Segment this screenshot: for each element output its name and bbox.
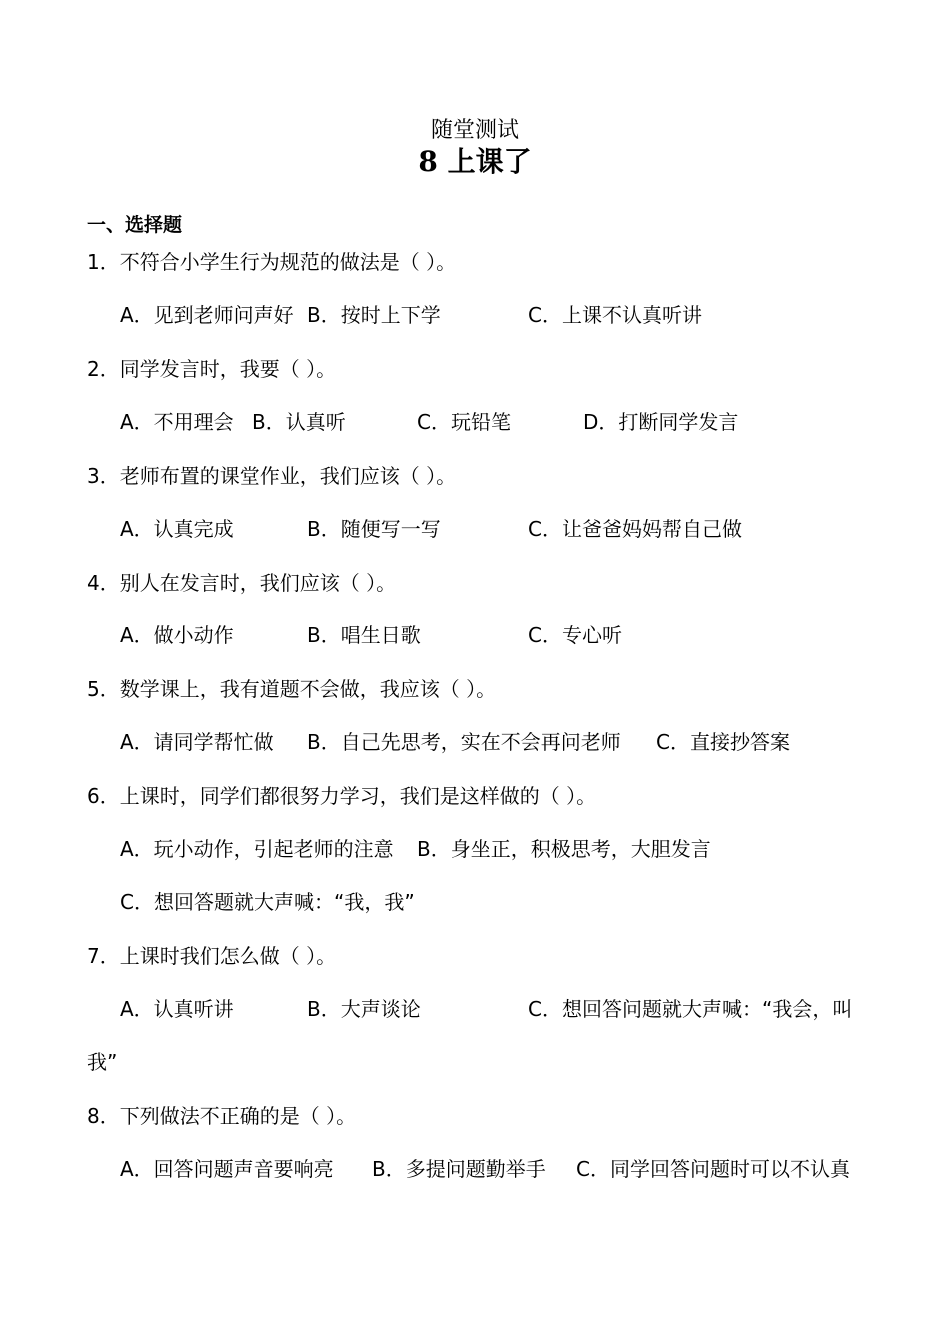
worksheet-subtitle: 随堂测试 bbox=[430, 118, 519, 143]
question-5-option-a: A．请同学帮忙做 bbox=[120, 730, 274, 754]
question-1-option-b: B．按时上下学 bbox=[307, 303, 441, 327]
question-5-option-c: C．直接抄答案 bbox=[656, 730, 790, 754]
question-5-option-b: B．自己先思考，实在不会再问老师 bbox=[307, 730, 621, 754]
question-6-option-b: B．身坐正，积极思考，大胆发言 bbox=[417, 837, 711, 861]
question-8-option-c: C．同学回答问题时可以不认真 bbox=[576, 1157, 850, 1181]
question-6-option-a: A．玩小动作，引起老师的注意 bbox=[120, 837, 394, 861]
question-4-option-a: A．做小动作 bbox=[120, 623, 234, 647]
question-5-stem: 5．数学课上，我有道题不会做，我应该（ ）。 bbox=[87, 677, 497, 701]
question-7-option-c-continued: 我” bbox=[87, 1050, 118, 1074]
question-3-option-a: A．认真完成 bbox=[120, 517, 234, 541]
question-8-option-b: B．多提问题勤举手 bbox=[372, 1157, 546, 1181]
question-2-option-d: D．打断同学发言 bbox=[583, 410, 739, 434]
question-7-option-c: C．想回答问题就大声喊：“我会，叫 bbox=[528, 997, 853, 1021]
question-7-option-a: A．认真听讲 bbox=[120, 997, 234, 1021]
question-1-option-a: A．见到老师问声好 bbox=[120, 303, 294, 327]
question-3-stem: 3．老师布置的课堂作业，我们应该（ ）。 bbox=[87, 464, 457, 488]
question-2-option-a: A．不用理会 bbox=[120, 410, 234, 434]
section-heading: 一、选择题 bbox=[87, 214, 183, 236]
question-7-option-b: B．大声谈论 bbox=[307, 997, 421, 1021]
question-2-stem: 2．同学发言时，我要（ ）。 bbox=[87, 357, 337, 381]
question-1-option-c: C．上课不认真听讲 bbox=[528, 303, 702, 327]
lesson-title: 8 上课了 bbox=[418, 145, 532, 178]
question-3-option-c: C．让爸爸妈妈帮自己做 bbox=[528, 517, 742, 541]
question-4-option-b: B．唱生日歌 bbox=[307, 623, 421, 647]
question-2-option-b: B．认真听 bbox=[252, 410, 346, 434]
question-3-option-b: B．随便写一写 bbox=[307, 517, 441, 541]
question-1-stem: 1．不符合小学生行为规范的做法是（ ）。 bbox=[87, 250, 457, 274]
question-8-option-a: A．回答问题声音要响亮 bbox=[120, 1157, 334, 1181]
question-4-stem: 4．别人在发言时，我们应该（ ）。 bbox=[87, 571, 397, 595]
question-4-option-c: C．专心听 bbox=[528, 623, 622, 647]
question-6-stem: 6．上课时，同学们都很努力学习，我们是这样做的（ ）。 bbox=[87, 784, 597, 808]
question-2-option-c: C．玩铅笔 bbox=[417, 410, 511, 434]
question-6-option-c: C．想回答题就大声喊：“我，我” bbox=[120, 890, 415, 914]
question-8-stem: 8．下列做法不正确的是（ ）。 bbox=[87, 1104, 357, 1128]
question-7-stem: 7．上课时我们怎么做（ ）。 bbox=[87, 944, 337, 968]
